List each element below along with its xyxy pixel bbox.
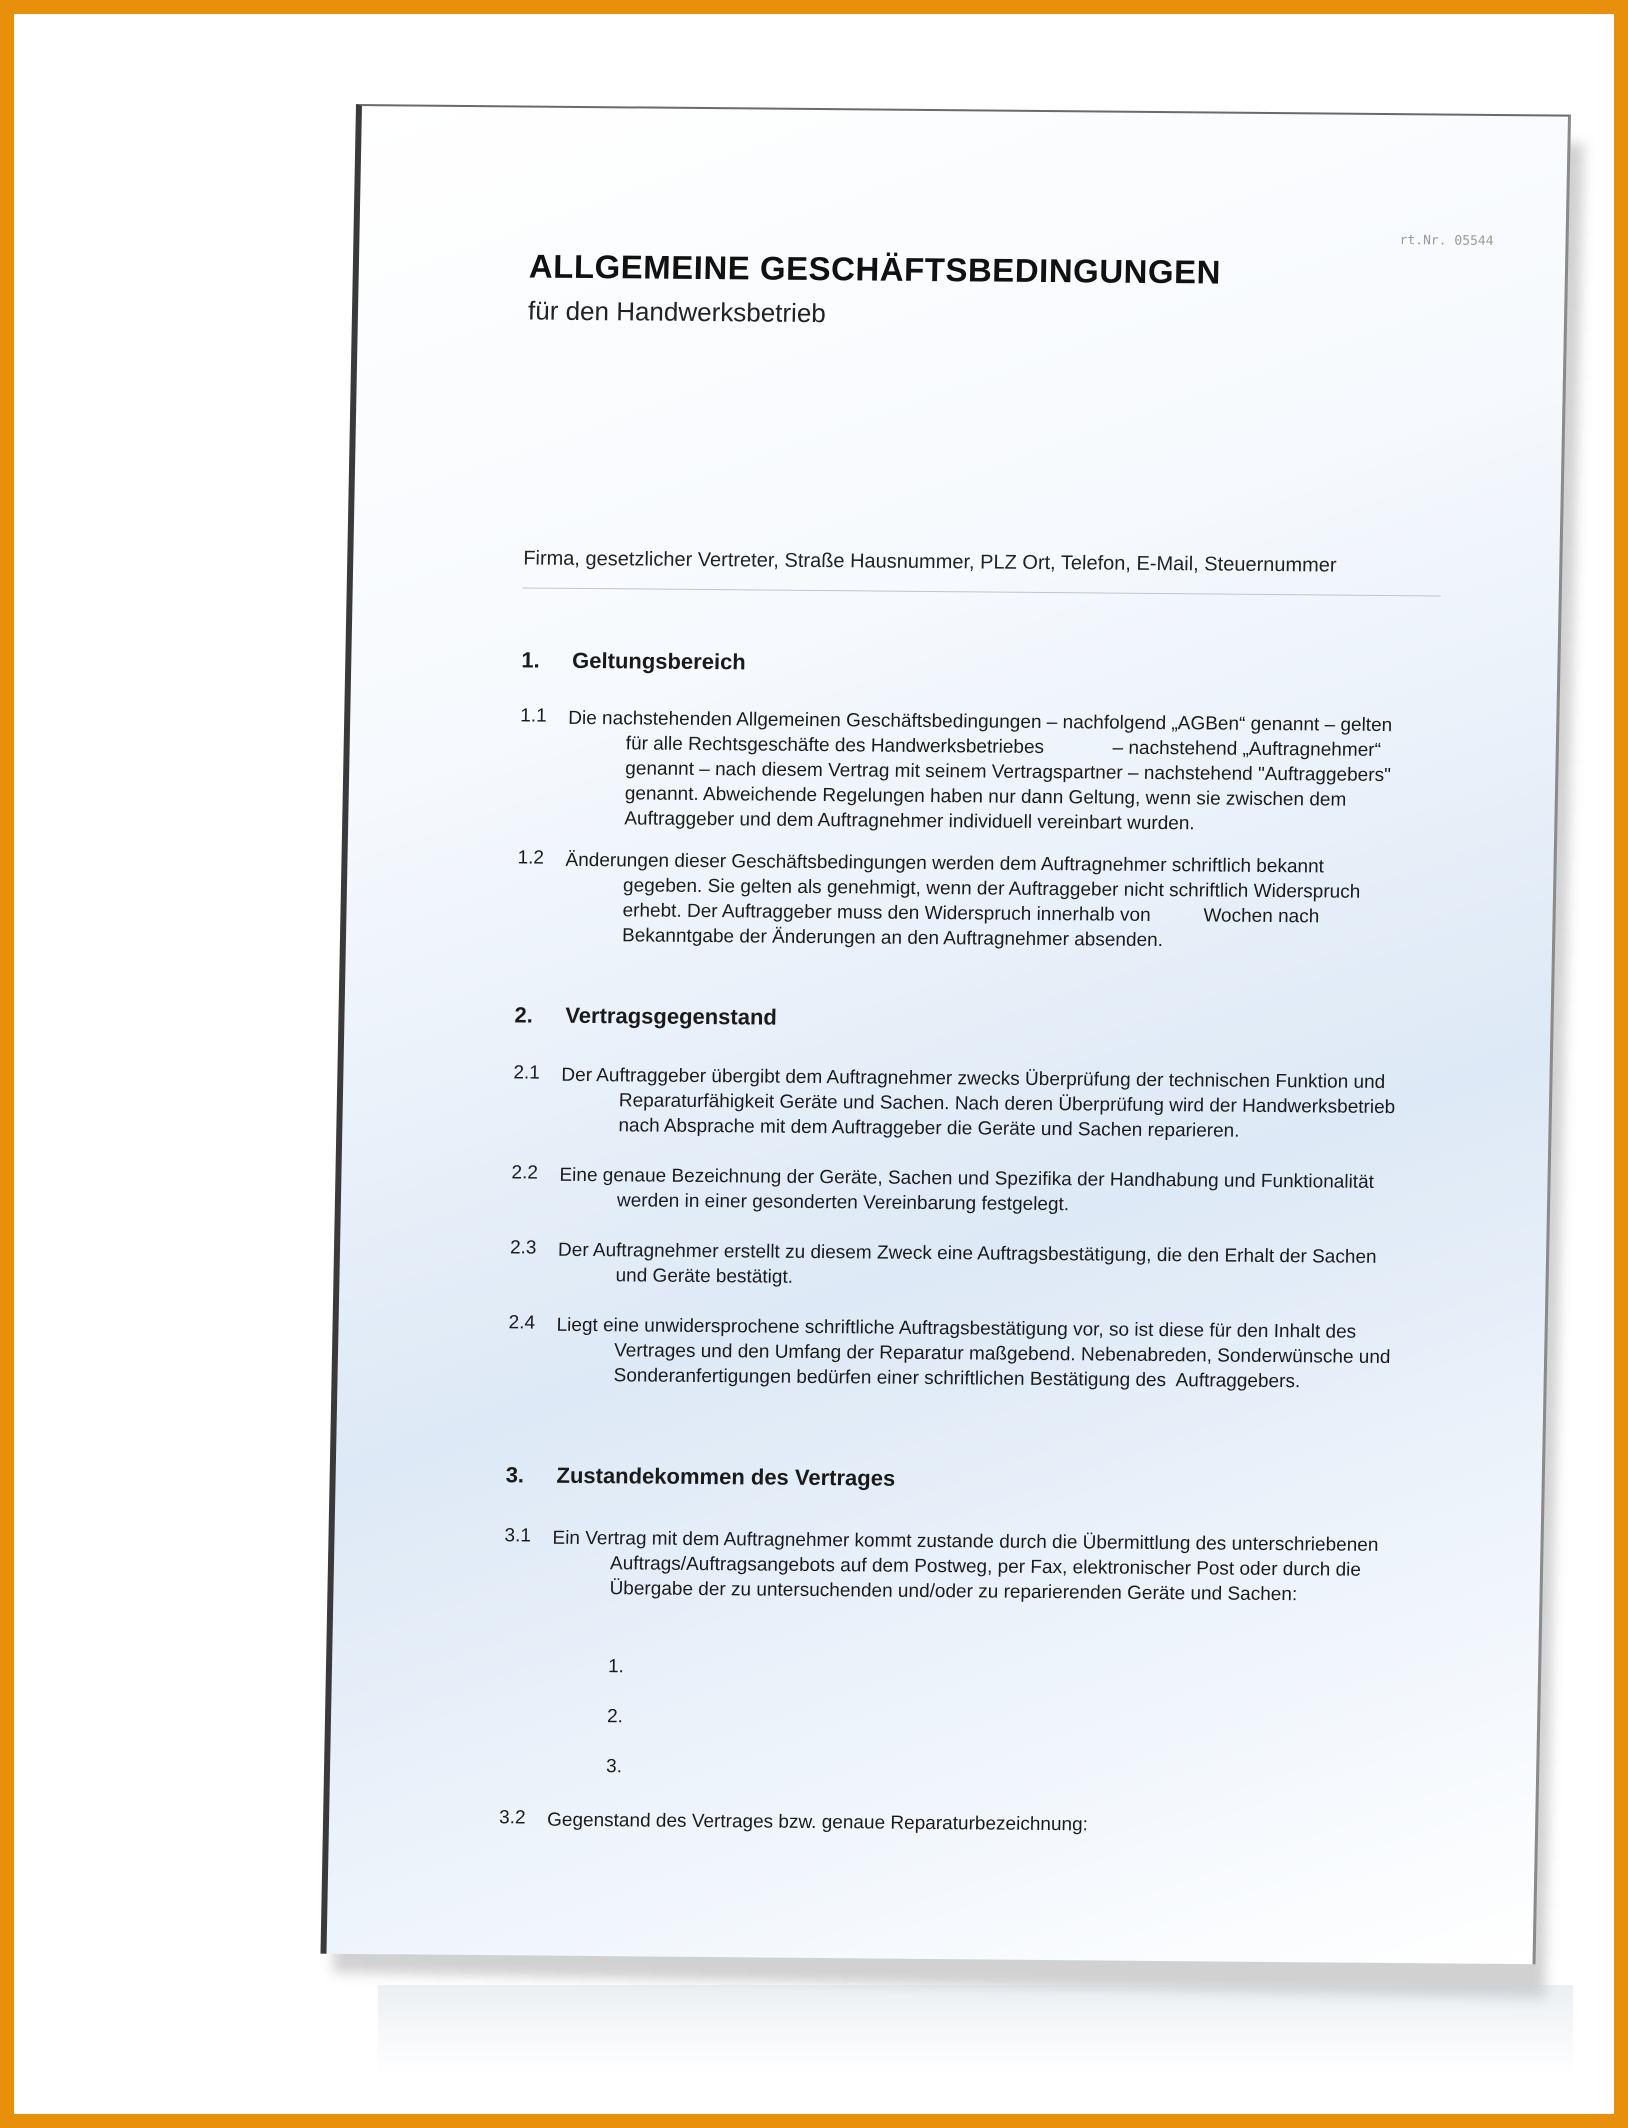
paragraph-line: für alle Rechtsgeschäfte des Handwerksbetriebes – nachstehend „Auftragnehmer“ <box>625 733 1382 761</box>
paragraph-line: genannt – nach diesem Vertrag mit seinem Vertragspartner – nachstehend "Auftraggebers" <box>625 758 1392 787</box>
document-page <box>320 104 1571 1964</box>
paragraph-number: 3.2 <box>498 1807 526 1829</box>
paragraph-text <box>518 705 1438 838</box>
paragraph-line: erhebt. Der Auftraggeber muss den Widerspruch innerhalb von Wochen nach <box>622 900 1320 928</box>
paragraph-line: Vertrages und den Umfang der Reparatur maßgebend. Nebenabreden, Sonderwünsche und <box>613 1340 1391 1369</box>
paragraph-line: nach Absprache mit dem Auftraggeber die Geräte und Sachen reparieren. <box>618 1115 1240 1142</box>
section-heading <box>505 1462 895 1491</box>
paragraph-line: Die nachstehenden Allgemeinen Geschäftsbedingungen – nachfolgend „AGBen“ genannt – gelten <box>568 707 1393 737</box>
paragraph-line: Auftrags/Auftragsangebots auf dem Postweg, per Fax, elektronischer Post oder durch die <box>609 1553 1362 1581</box>
paragraph-number: 2.1 <box>513 1062 541 1084</box>
paragraph-line: Bekanntgabe der Änderungen an den Auftragnehmer absenden. <box>621 925 1164 952</box>
paragraph-number: 2.3 <box>509 1237 537 1259</box>
document-title: ALLGEMEINE GESCHÄFTSBEDINGUNGEN <box>528 247 1222 291</box>
article-number: rt.Nr. 05544 <box>1399 233 1494 249</box>
paragraph-number: 2.2 <box>511 1162 539 1184</box>
section-title: Zustandekommen des Vertrages <box>556 1462 896 1491</box>
paragraph-text <box>499 1807 1417 1840</box>
paragraph-text <box>507 1312 1426 1395</box>
paragraph-line: Gegenstand des Vertrages bzw. genaue Reparaturbezeichnung: <box>546 1809 1089 1836</box>
paragraph <box>503 1525 1422 1608</box>
paragraph-line: werden in einer gesonderten Vereinbarung festgelegt. <box>616 1190 1070 1216</box>
section-title: Geltungsbereich <box>571 647 747 675</box>
paragraph-line: Übergabe der zu untersuchenden und/oder zu reparierenden Geräte und Sachen: <box>609 1578 1298 1606</box>
paragraph <box>516 847 1436 955</box>
section-number: 2. <box>514 1002 534 1028</box>
section-number: 3. <box>505 1462 525 1488</box>
paragraph <box>507 1312 1426 1395</box>
paragraph-line: Eine genaue Bezeichnung der Geräte, Sachen und Spezifika der Handhabung und Funktionalität <box>559 1164 1375 1193</box>
paragraph-number: 1.1 <box>520 705 547 727</box>
page-reflection <box>378 1985 1573 2075</box>
list-item-number: 3. <box>605 1756 623 1778</box>
paragraph-line: Änderungen dieser Geschäftsbedingungen werden dem Auftragnehmer schriftlich bekannt <box>565 849 1325 878</box>
section-number: 1. <box>521 647 540 673</box>
paragraph <box>499 1807 1417 1840</box>
divider <box>523 587 1441 596</box>
paragraph-text <box>511 1162 1430 1220</box>
document-subtitle: für den Handwerksbetrieb <box>527 295 827 329</box>
paragraph-line: genannt. Abweichende Regelungen haben nur dann Geltung, wenn sie zwischen dem <box>624 783 1347 811</box>
paragraph-line: Auftraggeber und dem Auftragnehmer individuell vereinbart wurden. <box>624 808 1195 835</box>
list-item-number: 2. <box>606 1706 624 1728</box>
section-heading <box>521 647 746 675</box>
paragraph-number: 1.2 <box>517 847 545 869</box>
paragraph-line: Der Auftragnehmer erstellt zu diesem Zweck eine Auftragsbestätigung, die den Erhalt der Sachen <box>557 1239 1377 1268</box>
company-details-line: Firma, gesetzlicher Vertreter, Straße Hausnummer, PLZ Ort, Telefon, E-Mail, Steuernummer <box>523 547 1337 577</box>
paragraph-text <box>512 1062 1431 1145</box>
paragraph-line: Der Auftraggeber übergibt dem Auftragnehmer zwecks Überprüfung der technischen Funktion und <box>561 1064 1386 1093</box>
paragraph-number: 2.4 <box>508 1312 536 1334</box>
paragraph-text <box>503 1525 1422 1608</box>
section-title: Vertragsgegenstand <box>565 1002 778 1030</box>
paragraph <box>512 1062 1431 1145</box>
paragraph-line: Liegt eine unwidersprochene schriftliche Auftragsbestätigung vor, so ist diese für den Inhalt des <box>556 1314 1357 1343</box>
paragraph <box>509 1237 1428 1295</box>
paragraph-line: Reparaturfähigkeit Geräte und Sachen. Nach deren Überprüfung wird der Handwerksbetrieb <box>618 1090 1396 1119</box>
paragraph-text <box>516 847 1436 955</box>
paragraph-line: Sonderanfertigungen bedürfen einer schriftlichen Bestätigung des Auftraggebers. <box>613 1365 1301 1393</box>
paragraph <box>511 1162 1430 1220</box>
paragraph-number: 3.1 <box>504 1525 532 1547</box>
section-heading <box>514 1002 777 1030</box>
paragraph-line: und Geräte bestätigt. <box>615 1265 794 1288</box>
paragraph-line: gegeben. Sie gelten als genehmigt, wenn der Auftraggeber nicht schriftlich Widerspruch <box>622 875 1361 903</box>
paragraph <box>518 705 1438 838</box>
list-item-number: 1. <box>607 1656 625 1678</box>
paragraph-line: Ein Vertrag mit dem Auftragnehmer kommt zustande durch die Übermittlung des unterschriebenen <box>552 1527 1379 1556</box>
paragraph-text <box>509 1237 1428 1295</box>
